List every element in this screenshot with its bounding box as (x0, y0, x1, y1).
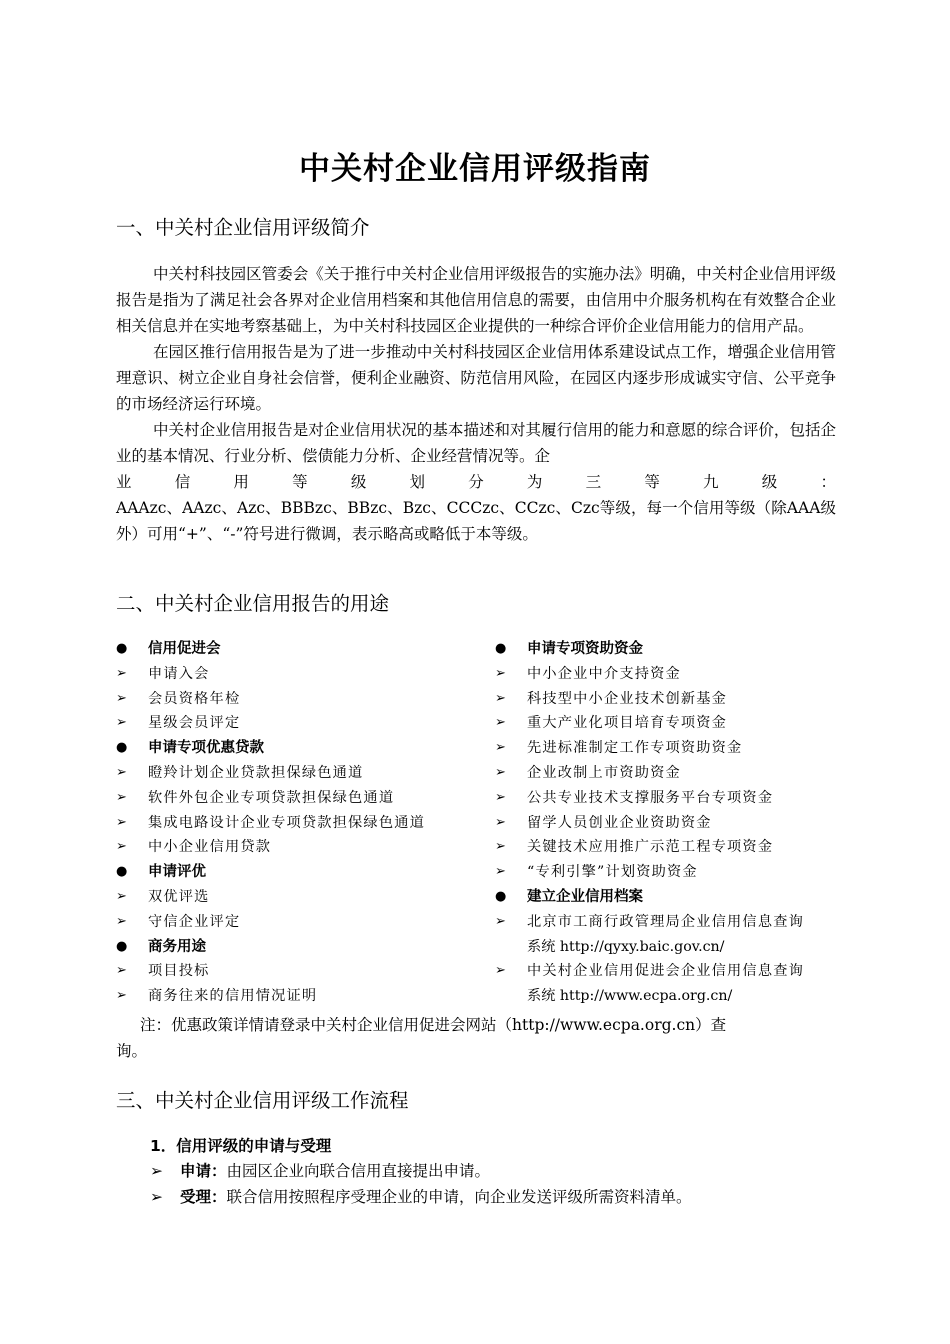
list-item (495, 711, 845, 736)
list-item-text: 重大产业化项目培育专项资金 (527, 715, 728, 732)
list-item (116, 662, 466, 687)
spread-char: 三 (585, 473, 602, 491)
arrowhead-icon: ➢ (116, 839, 127, 855)
section2-heading: 二、中关村企业信用报告的用途 (116, 592, 390, 615)
process-item-label: 受理： (180, 1188, 227, 1206)
section1-paragraph-3a: 中关村企业信用报告是对企业信用状况的基本描述和对其履行信用的能力和意愿的综合评价，包括企业的基本情况、行业分析、偿债能力分析、企业经营情况等。企 (116, 421, 836, 465)
list-item (495, 662, 845, 687)
list-item-line-1: 中关村企业信用促进会企业信用信息查询 (527, 963, 804, 980)
arrowhead-icon: ➢ (150, 1188, 163, 1206)
arrowhead-icon: ➢ (495, 963, 506, 979)
section1-heading: 一、中关村企业信用评级简介 (116, 216, 370, 239)
list-item (116, 786, 466, 811)
section3-heading: 三、中关村企业信用评级工作流程 (116, 1089, 409, 1112)
list-item (116, 761, 466, 786)
process-item-text: 由园区企业向联合信用直接提出申请。 (226, 1162, 491, 1180)
list-item (495, 811, 845, 836)
note-text-2: 询。 (116, 1042, 148, 1060)
list-item-line-1: 北京市工商行政管理局企业信用信息查询 (527, 913, 804, 930)
list-category (116, 935, 466, 960)
list-item-text: 中小企业中介支持资金 (527, 665, 681, 682)
usage-list-left (116, 637, 466, 1009)
list-item-text: 项目投标 (148, 963, 210, 980)
arrowhead-icon: ➢ (495, 690, 506, 706)
spread-char: 划 (409, 473, 426, 491)
list-item-text: 企业改制上市资助资金 (527, 764, 681, 781)
list-item-text: 先进标准制定工作专项资助资金 (527, 740, 743, 757)
section1-paragraph-1: 中关村科技园区管委会《关于推行中关村企业信用评级报告的实施办法》明确，中关村企业信用评级报告是指为了满足社会各界对企业信用档案和其他信用信息的需要，由信用中介服务机构在有效整合企业相关信息并在实地考察基础上，为中关村科技园区企业提供的一种综合评价企业信用能力的信用产品。 (116, 265, 836, 335)
spread-char: 用 (233, 473, 249, 491)
arrowhead-icon: ➢ (150, 1162, 163, 1180)
list-item (116, 835, 466, 860)
section1-paragraph-3b: AAAzc、AAzc、Azc、BBBzc、BBzc、Bzc、CCCzc、CCzc、Czc等级，每一个信用等级（除AAA级外）可用“+”、“-”符号进行微调，表示略高或略低于本等级。 (116, 499, 836, 543)
usage-list-right (495, 637, 845, 1009)
process-item-apply (150, 1159, 490, 1181)
arrowhead-icon: ➢ (495, 814, 506, 830)
list-item-text: 商务往来的信用情况证明 (148, 988, 318, 1005)
arrowhead-icon: ➢ (116, 690, 127, 706)
list-item-text: 公共专业技术支撑服务平台专项资金 (527, 789, 774, 806)
list-category (495, 885, 845, 910)
list-item-text: 守信企业评定 (148, 913, 241, 930)
filled-circle-icon: ● (495, 888, 507, 904)
list-item (116, 687, 466, 712)
arrowhead-icon: ➢ (116, 789, 127, 805)
list-item-text: 中小企业信用贷款 (148, 839, 272, 856)
arrowhead-icon: ➢ (495, 764, 506, 780)
arrowhead-icon: ➢ (116, 715, 127, 731)
list-item (495, 959, 845, 1009)
list-item-text: 留学人员创业企业资助资金 (527, 814, 712, 831)
list-item (116, 910, 466, 935)
list-item-text: 申请专项优惠贷款 (148, 740, 264, 757)
process-item-accept (150, 1185, 692, 1207)
note-text-1: 注：优惠政策详情请登录中关村企业信用促进会网站（http://www.ecpa.org.cn）查 (140, 1016, 727, 1034)
arrowhead-icon: ➢ (116, 888, 127, 904)
list-item (495, 736, 845, 761)
arrowhead-icon: ➢ (495, 789, 506, 805)
list-item-text (527, 910, 804, 960)
spread-char: 信 (174, 473, 191, 491)
filled-circle-icon: ● (116, 938, 128, 954)
process-item-label: 申请： (180, 1162, 227, 1180)
spread-char: 等 (292, 473, 308, 491)
list-item (495, 786, 845, 811)
section1-body (116, 261, 836, 547)
list-item (495, 761, 845, 786)
arrowhead-icon: ➢ (495, 913, 506, 929)
section1-paragraph-2: 在园区推行信用报告是为了进一步推动中关村科技园区企业信用体系建设试点工作，增强企业信用管理意识、树立企业自身社会信誉，便利企业融资、防范信用风险，在园区内逐步形成诚实守信、公平竞争的市场经济运行环境。 (116, 343, 836, 413)
arrowhead-icon: ➢ (495, 665, 506, 681)
list-item-text: 申请评优 (148, 864, 206, 881)
list-item (116, 984, 466, 1009)
list-item-text: 商务用途 (148, 938, 206, 955)
spread-char: 级 (761, 473, 778, 491)
list-item-line-2: 系统 http://www.ecpa.org.cn/ (527, 988, 733, 1005)
arrowhead-icon: ➢ (116, 963, 127, 979)
list-item-text: 会员资格年检 (148, 690, 241, 707)
arrowhead-icon: ➢ (116, 764, 127, 780)
arrowhead-icon: ➢ (116, 814, 127, 830)
list-item-text: 集成电路设计企业专项贷款担保绿色通道 (148, 814, 425, 831)
page-title: 中关村企业信用评级指南 (299, 151, 651, 187)
list-item-text: 瞪羚计划企业贷款担保绿色通道 (148, 764, 364, 781)
spread-char: 分 (468, 473, 484, 491)
list-item (495, 860, 845, 885)
list-item-text (527, 959, 804, 1009)
list-category (116, 860, 466, 885)
list-item-text: 信用促进会 (148, 641, 221, 657)
spread-char: ： (820, 473, 836, 491)
list-item (116, 959, 466, 984)
spread-char: 业 (116, 473, 132, 491)
list-item (495, 687, 845, 712)
list-item (116, 711, 466, 736)
arrowhead-icon: ➢ (495, 839, 506, 855)
list-item-text: 申请专项资助资金 (527, 641, 643, 657)
list-item-text: 双优评选 (148, 888, 210, 905)
list-item (116, 885, 466, 910)
usage-note (116, 1012, 836, 1064)
spread-char: 级 (350, 473, 367, 491)
list-item-text: 申请入会 (148, 665, 210, 682)
section3-subheading: 1．信用评级的申请与受理 (150, 1137, 332, 1155)
list-item (495, 910, 845, 960)
list-item-text: 星级会员评定 (148, 715, 241, 732)
arrowhead-icon: ➢ (116, 913, 127, 929)
list-item (495, 835, 845, 860)
process-item-text: 联合信用按照程序受理企业的申请，向企业发送评级所需资料清单。 (226, 1188, 692, 1206)
section1-paragraph-3-spread-line (116, 469, 836, 495)
spread-char: 为 (526, 473, 543, 491)
list-category (495, 637, 845, 662)
list-item (116, 811, 466, 836)
filled-circle-icon: ● (116, 641, 128, 656)
list-item-text: “专利引擎”计划资助资金 (527, 864, 698, 881)
list-category (116, 736, 466, 761)
arrowhead-icon: ➢ (495, 864, 506, 880)
list-item-text: 建立企业信用档案 (527, 888, 643, 905)
spread-char: 九 (703, 473, 719, 491)
filled-circle-icon: ● (116, 864, 128, 880)
arrowhead-icon: ➢ (495, 740, 506, 756)
spread-char: 等 (644, 473, 660, 491)
arrowhead-icon: ➢ (495, 715, 506, 731)
filled-circle-icon: ● (495, 641, 507, 656)
arrowhead-icon: ➢ (116, 988, 127, 1004)
list-category (116, 637, 466, 662)
list-item-text: 科技型中小企业技术创新基金 (527, 690, 728, 707)
list-item-text: 软件外包企业专项贷款担保绿色通道 (148, 789, 395, 806)
filled-circle-icon: ● (116, 740, 128, 756)
list-item-text: 关键技术应用推广示范工程专项资金 (527, 839, 774, 856)
list-item-line-2: 系统 http://qyxy.baic.gov.cn/ (527, 938, 725, 955)
arrowhead-icon: ➢ (116, 665, 127, 681)
note-line-1 (116, 1012, 836, 1038)
